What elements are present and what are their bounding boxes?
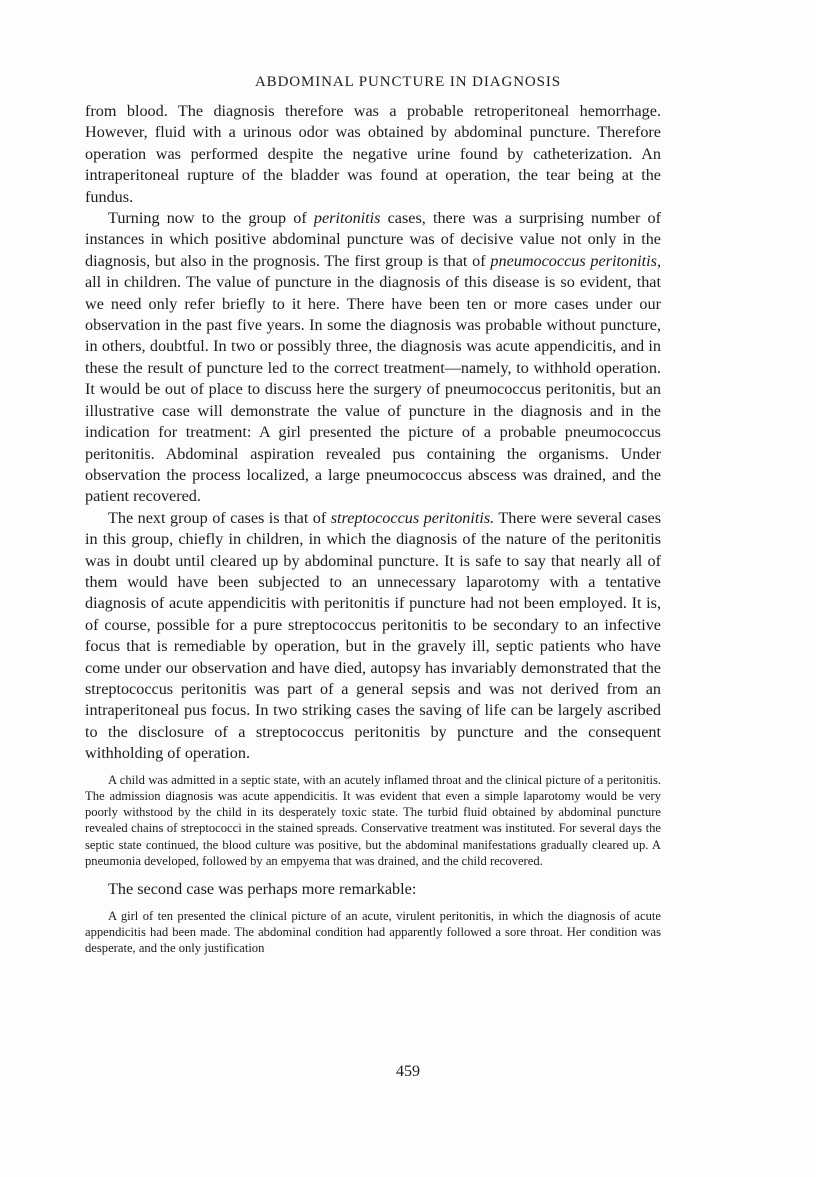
case-report-1: A child was admitted in a septic state, with an acutely inflamed throat and the clinical picture of a peritonitis. The admission diagnosis was acute appendicitis. It was evident that even a simple laparotomy would be very poorly withstood by the child in its desperately toxic state. The turbid fluid obtained by abdominal puncture revealed chains of streptococci in the stained spreads. Conservative treatment was instituted. For several days the septic state continued, the blood culture was positive, but the abdominal manifestations gradually cleared up. A pneumonia developed, followed by an empyema that was drained, and the child recovered. xyxy=(85,772,661,869)
text-run: cases, there was a surprising number of instances in which positive abdominal puncture was of decisive value not only in the diagnosis, but also in the prognosis. The first group is that of xyxy=(85,209,662,270)
case-report-2: A girl of ten presented the clinical picture of an acute, virulent peritonitis, in which the diagnosis of acute appendicitis had been made. The abdominal condition had apparently followed a sore throat. Her condition was desperate, and the only justification xyxy=(85,908,661,956)
italic-term-peritonitis: peritonitis xyxy=(313,209,381,228)
paragraph-second-case: The second case was perhaps more remarkable: xyxy=(108,880,417,899)
paragraph-streptococcus xyxy=(85,508,661,765)
paragraph-continuation: from blood. The diagnosis therefore was a probable retroperitoneal hemorrhage. However, fluid with a urinous odor was obtained by abdominal puncture. Therefore operation was performed despite the negative urine found by catheterization. An intraperitoneal rupture of the bladder was found at operation, the tear being at the fundus. xyxy=(85,102,661,206)
running-header: ABDOMINAL PUNCTURE IN DIAGNOSIS xyxy=(254,74,562,90)
text-run: Turning now to the group of xyxy=(108,209,314,228)
italic-term-pneumococcus: pneumococcus peritonitis, xyxy=(490,251,661,270)
page-number: 459 xyxy=(396,1063,420,1080)
italic-term-streptococcus: streptococcus peritonitis. xyxy=(330,508,495,527)
paragraph-peritonitis xyxy=(85,208,661,508)
body-text xyxy=(85,101,661,957)
text-run: all in children. The value of puncture in the diagnosis of this disease is so evident, that we need only refer briefly to it here. There have been ten or more cases under our observation in the past five years. In some the diagnosis was probable without puncture, in others, doubtful. In two or possibly three, the diagnosis was acute appendicitis, and in these the result of puncture led to the correct treatment—namely, to withhold operation. It would be out of place to discuss here the surgery of pneumococcus peritonitis, but an illustrative case will demonstrate the value of puncture in the diagnosis and in the indication for treatment: A girl presented the picture of a probable pneumococcus peritonitis. Abdominal aspiration revealed pus containing the organisms. Under observation the process localized, a large pneumococcus abscess was drained, and the patient recovered. xyxy=(85,273,661,506)
text-run: There were several cases in this group, chiefly in children, in which the diagnosis of the nature of the peritonitis was in doubt until cleared up by abdominal puncture. It is safe to say that nearly all of them would have been subjected to an unnecessary laparotomy with a tentative diagnosis of acute appendicitis with peritonitis if puncture had not been employed. It is, of course, possible for a pure streptococcus peritonitis to be secondary to an infective focus that is remediable by operation, but in the gravely ill, septic patients who have come under our observation and have died, autopsy has invariably demonstrated that the streptococcus peritonitis was part of a general sepsis and was not derived from an intraperitoneal pus focus. In two striking cases the saving of life can be largely ascribed to the disclosure of a streptococcus peritonitis by puncture and the consequent withholding of operation. xyxy=(85,508,661,763)
text-run: The next group of cases is that of xyxy=(108,508,331,527)
